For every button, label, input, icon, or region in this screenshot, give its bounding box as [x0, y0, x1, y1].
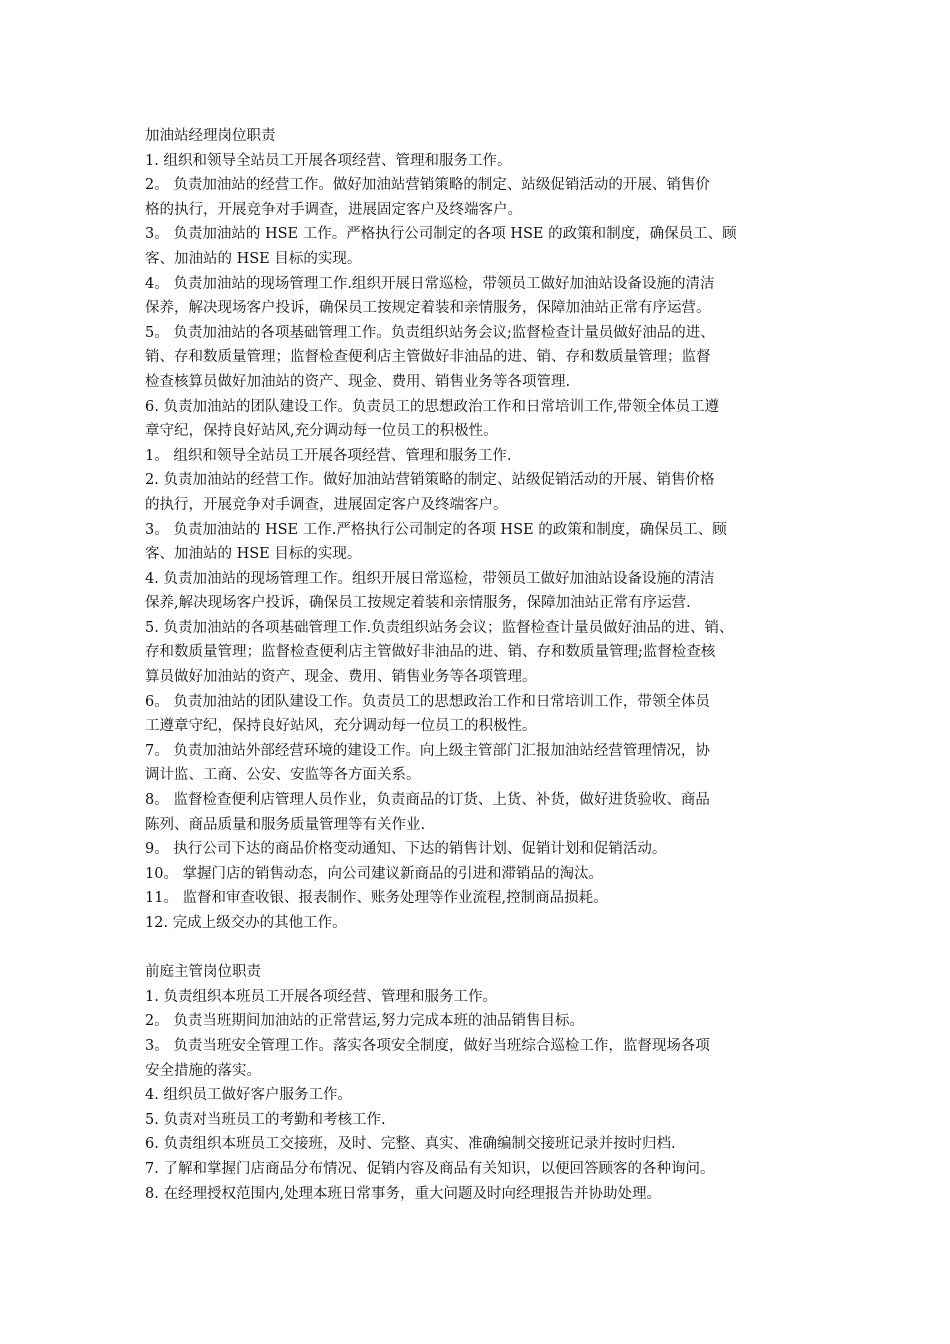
text-line: 章守纪，保持良好站风,充分调动每一位员工的积极性。: [145, 423, 498, 440]
text-line: 1. 负责组织本班员工开展各项经营、管理和服务工作。: [145, 988, 497, 1005]
text-line: 5. 负责对当班员工的考勤和考核工作.: [145, 1111, 386, 1128]
text-line: 保养，解决现场客户投诉，确保员工按规定着装和亲情服务，保障加油站正常有序运营。: [145, 300, 711, 317]
text-line: 2。 负责当班期间加油站的正常营运,努力完成本班的油品销售目标。: [145, 1013, 584, 1030]
section-title: 前庭主管岗位职责: [145, 964, 261, 981]
text-line: 3。 负责加油站的 HSE 工作。严格执行公司制定的各项 HSE 的政策和制度，确保员工、顾: [145, 226, 737, 243]
text-line: 4。 负责加油站的现场管理工作.组织开展日常巡检，带领员工做好加油站设备设施的清洁: [145, 275, 715, 292]
text-line: 算员做好加油站的资产、现金、费用、销售业务等各项管理。: [145, 669, 537, 686]
text-line: 存和数质量管理；监督检查便利店主管做好非油品的进、销、存和数质量管理;监督检查核: [145, 644, 716, 661]
text-line: 调计监、工商、公安、安监等各方面关系。: [145, 767, 421, 784]
text-line: 5. 负责加油站的各项基础管理工作.负责组织站务会议；监督检查计量员做好油品的进、销、: [145, 619, 734, 636]
text-line: 陈列、商品质量和服务质量管理等有关作业.: [145, 816, 426, 833]
text-line: 客、加油站的 HSE 目标的实现。: [145, 250, 362, 267]
text-line: 工遵章守纪，保持良好站风，充分调动每一位员工的积极性。: [145, 718, 537, 735]
text-line: 客、加油站的 HSE 目标的实现。: [145, 546, 362, 563]
text-line: 6。 负责加油站的团队建设工作。负责员工的思想政治工作和日常培训工作，带领全体员: [145, 693, 710, 710]
text-line: 7。 负责加油站外部经营环境的建设工作。向上级主管部门汇报加油站经营管理情况，协: [145, 742, 710, 759]
section-spacer: [145, 936, 825, 961]
text-line: 保养,解决现场客户投诉，确保员工按规定着装和亲情服务，保障加油站正常有序运营.: [145, 595, 691, 612]
text-line: 8。 监督检查便利店管理人员作业，负责商品的订货、上货、补货，做好进货验收、商品: [145, 792, 710, 809]
document-body: [145, 124, 825, 1206]
text-line: 安全措施的落实。: [145, 1062, 261, 1079]
text-line: 4. 负责加油站的现场管理工作。组织开展日常巡检，带领员工做好加油站设备设施的清洁: [145, 570, 715, 587]
text-line: 4. 组织员工做好客户服务工作。: [145, 1087, 352, 1104]
text-line: 检查核算员做好加油站的资产、现金、费用、销售业务等各项管理.: [145, 373, 571, 390]
text-line: 3。 负责加油站的 HSE 工作.严格执行公司制定的各项 HSE 的政策和制度，确保员工、顾: [145, 521, 727, 538]
text-line: 12. 完成上级交办的其他工作。: [145, 915, 347, 931]
text-line: 1. 组织和领导全站员工开展各项经营、管理和服务工作。: [145, 152, 512, 169]
text-line: 9。 执行公司下达的商品价格变动通知、下达的销售计划、促销计划和促销活动。: [145, 841, 667, 858]
text-line: 11。 监督和审查收银、报表制作、账务处理等作业流程,控制商品损耗。: [145, 890, 608, 907]
text-line: 格的执行，开展竞争对手调查，进展固定客户及终端客户。: [145, 201, 522, 218]
text-line: 2。 负责加油站的经营工作。做好加油站营销策略的制定、站级促销活动的开展、销售价: [145, 177, 710, 194]
section-title: 加油站经理岗位职责: [145, 128, 276, 144]
text-line: 1。 组织和领导全站员工开展各项经营、管理和服务工作.: [145, 447, 512, 464]
text-line: 3。 负责当班安全管理工作。落实各项安全制度，做好当班综合巡检工作，监督现场各项: [145, 1037, 710, 1054]
text-line: 7. 了解和掌握门店商品分布情况、促销内容及商品有关知识，以便回答顾客的各种询问。: [145, 1160, 715, 1177]
text-line: 的执行，开展竞争对手调查，进展固定客户及终端客户。: [145, 496, 508, 513]
text-line: 6. 负责加油站的团队建设工作。负责员工的思想政治工作和日常培训工作,带领全体员工遵: [145, 398, 720, 415]
text-line: 5。 负责加油站的各项基础管理工作。负责组织站务会议;监督检查计量员做好油品的进、: [145, 324, 715, 341]
text-line: 2. 负责加油站的经营工作。做好加油站营销策略的制定、站级促销活动的开展、销售价格: [145, 472, 715, 489]
text-line: 10。 掌握门店的销售动态，向公司建议新商品的引进和滞销品的淘汰。: [145, 865, 604, 882]
text-line: 6. 负责组织本班员工交接班，及时、完整、真实、准确编制交接班记录并按时归档.: [145, 1136, 676, 1153]
text-line: 8. 在经理授权范围内,处理本班日常事务，重大问题及时向经理报告并协助处理。: [145, 1185, 662, 1202]
text-line: 销、存和数质量管理；监督检查便利店主管做好非油品的进、销、存和数质量管理；监督: [145, 349, 711, 366]
